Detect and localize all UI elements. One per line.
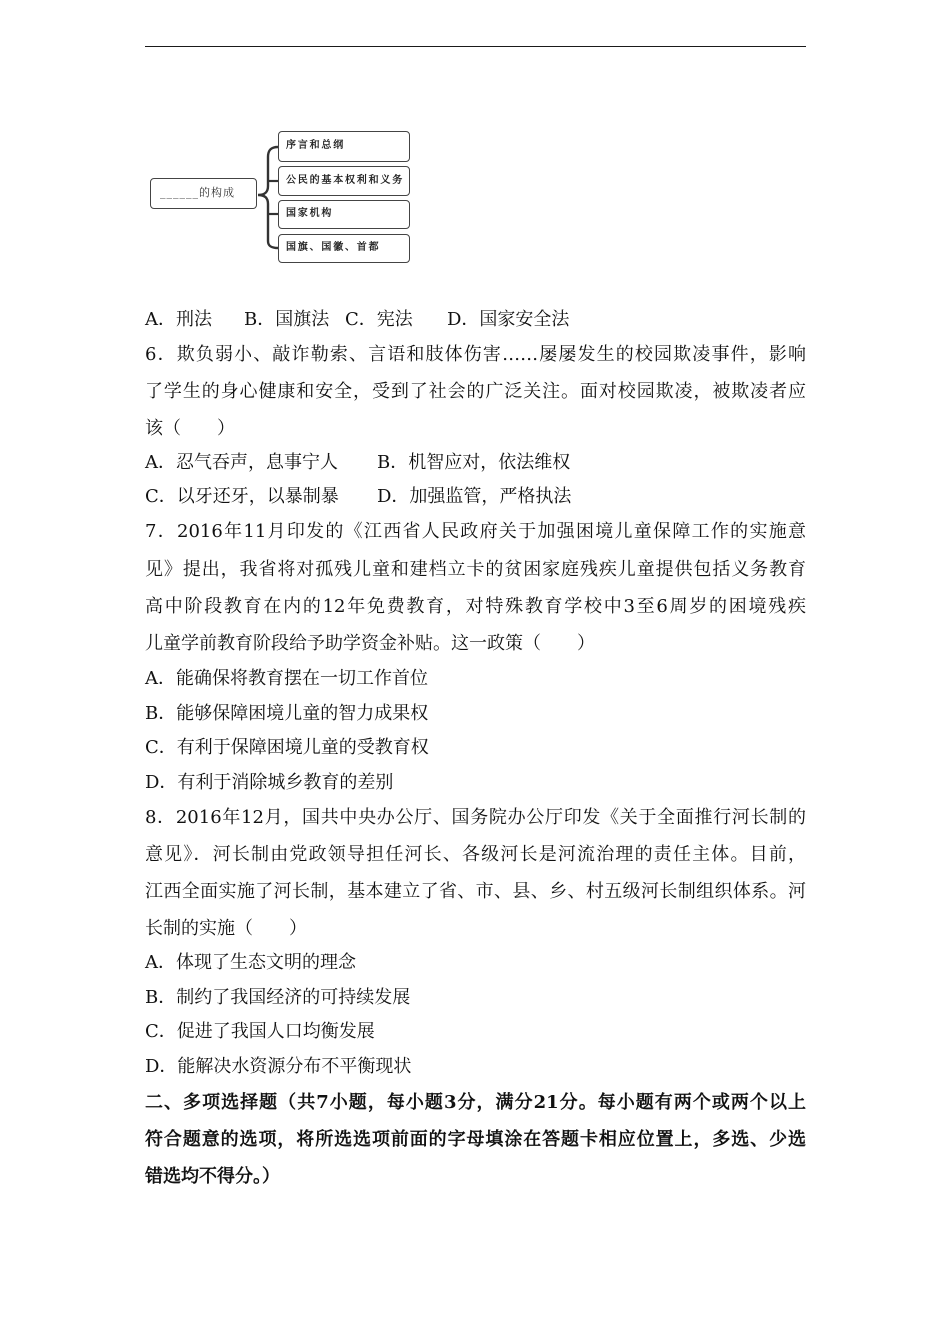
q6-option-a: A．忍气吞声，息事宁人 [145, 452, 338, 473]
diagram-brace [258, 147, 278, 248]
q7-option-b: B．能够保障困境儿童的智力成果权 [145, 703, 429, 724]
diagram-branch-label: 国家机构 [286, 208, 334, 219]
diagram-branch-box [278, 166, 410, 196]
q8-option-d: D．能解决水资源分布不平衡现状 [145, 1056, 412, 1077]
diagram-branch-label: 公民的基本权利和义务 [286, 175, 404, 186]
q7-option-c: C．有利于保障困境儿童的受教育权 [145, 737, 429, 758]
section-two-heading-line: 符合题意的选项，将所选选项前面的字母填涂在答题卡相应位置上，多选、少选 [145, 1129, 806, 1150]
q7-stem-line: 见》提出，我省将对孤残儿童和建档立卡的贫困家庭残疾儿童提供包括义务教育 [145, 559, 806, 580]
q8-stem-line: 江西全面实施了河长制，基本建立了省、市、县、乡、村五级河长制组织体系。河 [145, 881, 806, 902]
diagram-brace-svg [250, 128, 280, 268]
q6-stem-line: 6．欺负弱小、敲诈勒索、言语和肢体伤害……屡屡发生的校园欺凌事件，影响 [145, 344, 806, 365]
q7-stem-line: 儿童学前教育阶段给予助学资金补贴。这一政策（ ） [145, 633, 595, 654]
diagram-branch-box [278, 200, 410, 229]
q7-stem-line: 高中阶段教育在内的12年免费教育，对特殊教育学校中3至6周岁的困境残疾 [145, 596, 806, 617]
q7-option-a: A．能确保将教育摆在一切工作首位 [145, 668, 428, 689]
q8-option-b: B．制约了我国经济的可持续发展 [145, 987, 411, 1008]
q5-option-d: D．国家安全法 [447, 309, 570, 330]
diagram-branch-box [278, 131, 410, 162]
q8-stem-line: 意见》．河长制由党政领导担任河长、各级河长是河流治理的责任主体。目前， [145, 844, 806, 865]
q6-option-c: C．以牙还牙，以暴制暴 [145, 486, 339, 507]
q5-option-b: B．国旗法 [244, 309, 330, 330]
q8-stem-line: 长制的实施（ ） [145, 918, 307, 939]
header-rule [145, 46, 806, 47]
q8-option-c: C．促进了我国人口均衡发展 [145, 1021, 375, 1042]
diagram-center-label: ______的构成 [160, 186, 235, 199]
diagram-branch-label: 国旗、国徽、首都 [286, 242, 381, 253]
q7-stem-line: 7．2016年11月印发的《江西省人民政府关于加强困境儿童保障工作的实施意 [145, 521, 806, 542]
q5-options-row [145, 308, 806, 332]
diagram-center-box [150, 178, 257, 209]
diagram-branch-label: 序言和总纲 [286, 140, 345, 151]
q6-option-b: B．机智应对，依法维权 [377, 452, 571, 473]
q6-options-row [145, 485, 806, 509]
q8-stem-line: 8．2016年12月，国共中央办公厅、国务院办公厅印发《关于全面推行河长制的 [145, 807, 806, 828]
diagram-branch-box [278, 234, 410, 263]
q5-option-c: C．宪法 [345, 309, 413, 330]
q6-stem-line: 了学生的身心健康和安全，受到了社会的广泛关注。面对校园欺凌，被欺凌者应 [145, 381, 806, 402]
q6-option-d: D．加强监管，严格执法 [377, 486, 572, 507]
section-two-heading-line: 二、多项选择题（共7小题，每小题3分，满分21分。每小题有两个或两个以上 [145, 1092, 806, 1113]
q5-option-a: A．刑法 [145, 309, 212, 330]
section-two-heading-line: 错选均不得分。） [145, 1166, 280, 1187]
q6-stem-line: 该（ ） [145, 418, 235, 439]
q6-options-row [145, 451, 806, 475]
q8-option-a: A．体现了生态文明的理念 [145, 952, 356, 973]
q7-option-d: D．有利于消除城乡教育的差别 [145, 772, 394, 793]
